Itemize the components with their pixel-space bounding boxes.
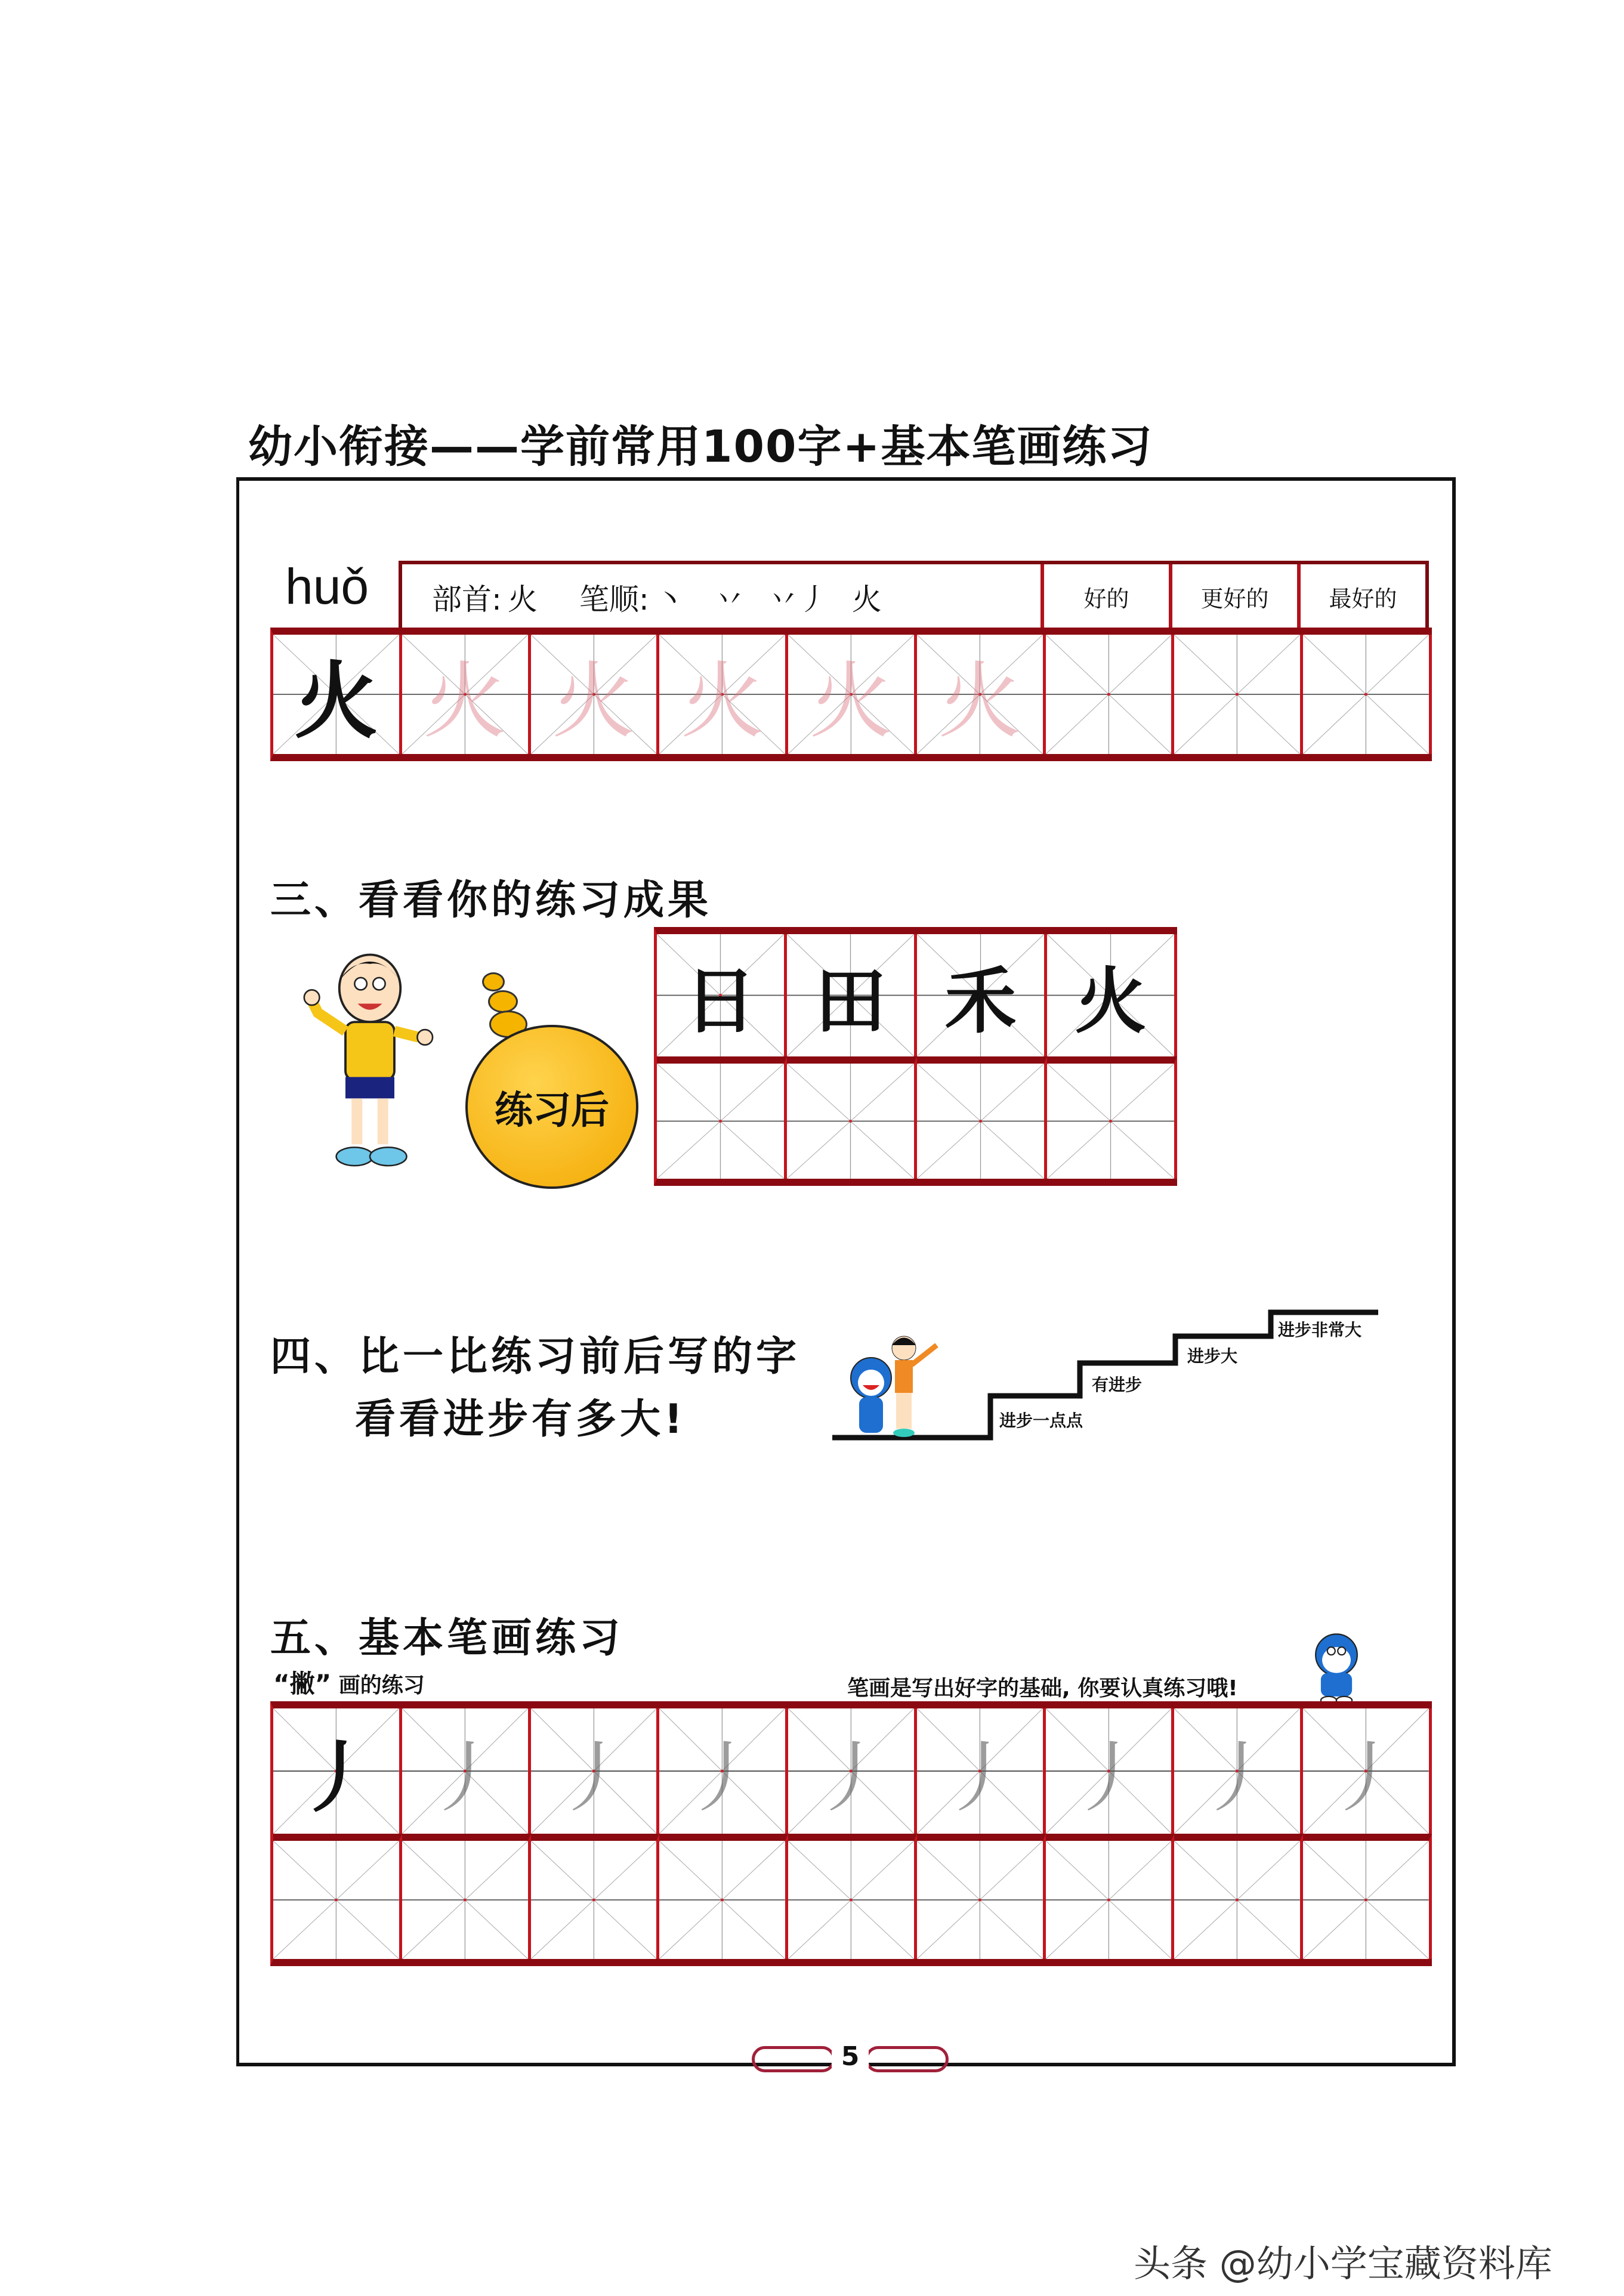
radical: 火 (507, 582, 538, 617)
writing-cell[interactable] (917, 1056, 1047, 1179)
writing-cell[interactable] (1046, 1834, 1175, 1959)
writing-cell[interactable] (1047, 1056, 1177, 1179)
stroke-subtitle-text: 画的练习 (338, 1673, 425, 1698)
writing-cell[interactable] (1303, 1834, 1432, 1959)
writing-cell[interactable] (1046, 635, 1175, 754)
grid-guides (1303, 635, 1429, 754)
cell-character: 丿 (426, 1732, 504, 1823)
writing-cell[interactable] (273, 1708, 402, 1834)
practice-tip: 笔画是写出好字的基础, 你要认真练习哦! (847, 1676, 1238, 1701)
radical-label: 部首: (432, 582, 502, 617)
writing-cell[interactable] (531, 635, 660, 754)
rating-good: 好的 (1041, 564, 1169, 629)
radical-stroke-info (402, 564, 1041, 629)
writing-cell[interactable] (273, 635, 402, 754)
writing-cell[interactable] (787, 1056, 917, 1179)
ornament-left (752, 2046, 835, 2072)
writing-cell[interactable] (402, 1708, 531, 1834)
stair-label: 有进步 (1092, 1375, 1143, 1395)
watermark: 头条 @幼小学宝藏资料库 (1134, 2242, 1552, 2285)
cell-character: 火 (809, 653, 893, 750)
cell-character: 丿 (683, 1732, 761, 1823)
grid-guides (1046, 635, 1172, 754)
writing-cell[interactable] (787, 934, 917, 1056)
grid-guides (1174, 635, 1300, 754)
cell-character: 火 (551, 653, 635, 750)
writing-cell[interactable] (917, 1708, 1046, 1834)
writing-cell[interactable] (531, 1834, 660, 1959)
stair-label: 进步一点点 (999, 1411, 1083, 1430)
cell-character: 丿 (1070, 1732, 1148, 1823)
char-info-header (399, 561, 1429, 629)
after-practice-bubble: 练习后 (465, 1025, 638, 1189)
cell-character: 火 (294, 652, 378, 750)
cell-character: 丿 (1327, 1732, 1405, 1823)
grid-guides (787, 1064, 914, 1179)
grid-guides (402, 1841, 528, 1959)
boy-character-illustration (292, 942, 447, 1187)
grid-guides (1174, 1841, 1300, 1959)
writing-cell[interactable] (659, 1708, 788, 1834)
grid-guides (1046, 1841, 1172, 1959)
cell-character: 日 (684, 959, 757, 1043)
section-3-title: 三、看看你的练习成果 (270, 877, 712, 924)
section-4-subtitle: 看看进步有多大! (355, 1396, 687, 1443)
stroke-step: 丶 (654, 582, 685, 617)
stair-label: 进步非常大 (1278, 1320, 1362, 1340)
grid-guides (1047, 1064, 1174, 1179)
cell-character: 火 (680, 653, 764, 750)
stroke-order-label: 笔顺: (579, 582, 649, 617)
grid-guides (788, 1841, 914, 1959)
writing-cell[interactable] (788, 1834, 917, 1959)
writing-cell[interactable] (1046, 1708, 1175, 1834)
grid-guides (531, 1841, 657, 1959)
thought-dot (488, 990, 518, 1013)
writing-cell[interactable] (657, 934, 787, 1056)
doraemon-icon (1304, 1631, 1369, 1704)
writing-cell[interactable] (273, 1834, 402, 1959)
writing-cell[interactable] (917, 1834, 1046, 1959)
grid-guides (273, 1841, 399, 1959)
stroke-name: “撇” (273, 1669, 332, 1698)
stroke-step: 火 (851, 582, 882, 617)
cell-character: 火 (1075, 959, 1147, 1043)
rating-best: 最好的 (1297, 564, 1425, 629)
grid-guides (917, 1841, 1043, 1959)
cell-character: 禾 (944, 959, 1017, 1043)
cell-character: 火 (938, 653, 1022, 750)
grid-guides (917, 1064, 1044, 1179)
writing-cell[interactable] (788, 1708, 917, 1834)
rating-better: 更好的 (1169, 564, 1297, 629)
writing-cell[interactable] (1047, 934, 1177, 1056)
grid-guides (659, 1841, 785, 1959)
page-number-text: 5 (832, 2041, 869, 2072)
stroke-step: 丷 (714, 582, 745, 617)
writing-cell[interactable] (917, 635, 1046, 754)
writing-cell[interactable] (917, 934, 1047, 1056)
page-title: 幼小衔接——学前常用100字+基本笔画练习 (248, 421, 1153, 472)
progress-stairs (829, 1306, 1384, 1450)
writing-cell[interactable] (1174, 635, 1303, 754)
stroke-step: 丷丿 (768, 582, 828, 617)
cell-character: 丿 (941, 1732, 1019, 1823)
stair-label: 进步大 (1187, 1346, 1238, 1366)
section-5-title: 五、基本笔画练习 (270, 1615, 624, 1662)
practice-result-grid (654, 927, 1177, 1186)
cell-character: 丿 (1198, 1732, 1276, 1823)
page-number (752, 2028, 949, 2085)
stroke-subtitle (273, 1664, 425, 1700)
cell-character: 丿 (554, 1732, 632, 1823)
thought-dot (482, 972, 505, 991)
writing-cell[interactable] (531, 1708, 660, 1834)
writing-cell[interactable] (402, 635, 531, 754)
section-4-title: 四、比一比练习前后写的字 (270, 1333, 801, 1380)
writing-cell[interactable] (1174, 1834, 1303, 1959)
grid-guides (1303, 1841, 1429, 1959)
cell-character: 丿 (812, 1732, 890, 1823)
writing-cell[interactable] (1303, 1708, 1432, 1834)
writing-cell[interactable] (659, 1834, 788, 1959)
stroke-practice-grid (270, 1701, 1432, 1966)
writing-cell[interactable] (1303, 635, 1432, 754)
grid-guides (657, 1064, 784, 1179)
char-practice-grid (270, 628, 1432, 761)
writing-cell[interactable] (657, 1056, 787, 1179)
writing-cell[interactable] (788, 635, 917, 754)
writing-cell[interactable] (659, 635, 788, 754)
ornament-right (865, 2046, 949, 2072)
writing-cell[interactable] (1174, 1708, 1303, 1834)
cell-character: 田 (814, 959, 887, 1043)
pinyin: huǒ (285, 558, 369, 614)
writing-cell[interactable] (402, 1834, 531, 1959)
cell-character: 丿 (297, 1731, 375, 1823)
cell-character: 火 (423, 653, 507, 750)
